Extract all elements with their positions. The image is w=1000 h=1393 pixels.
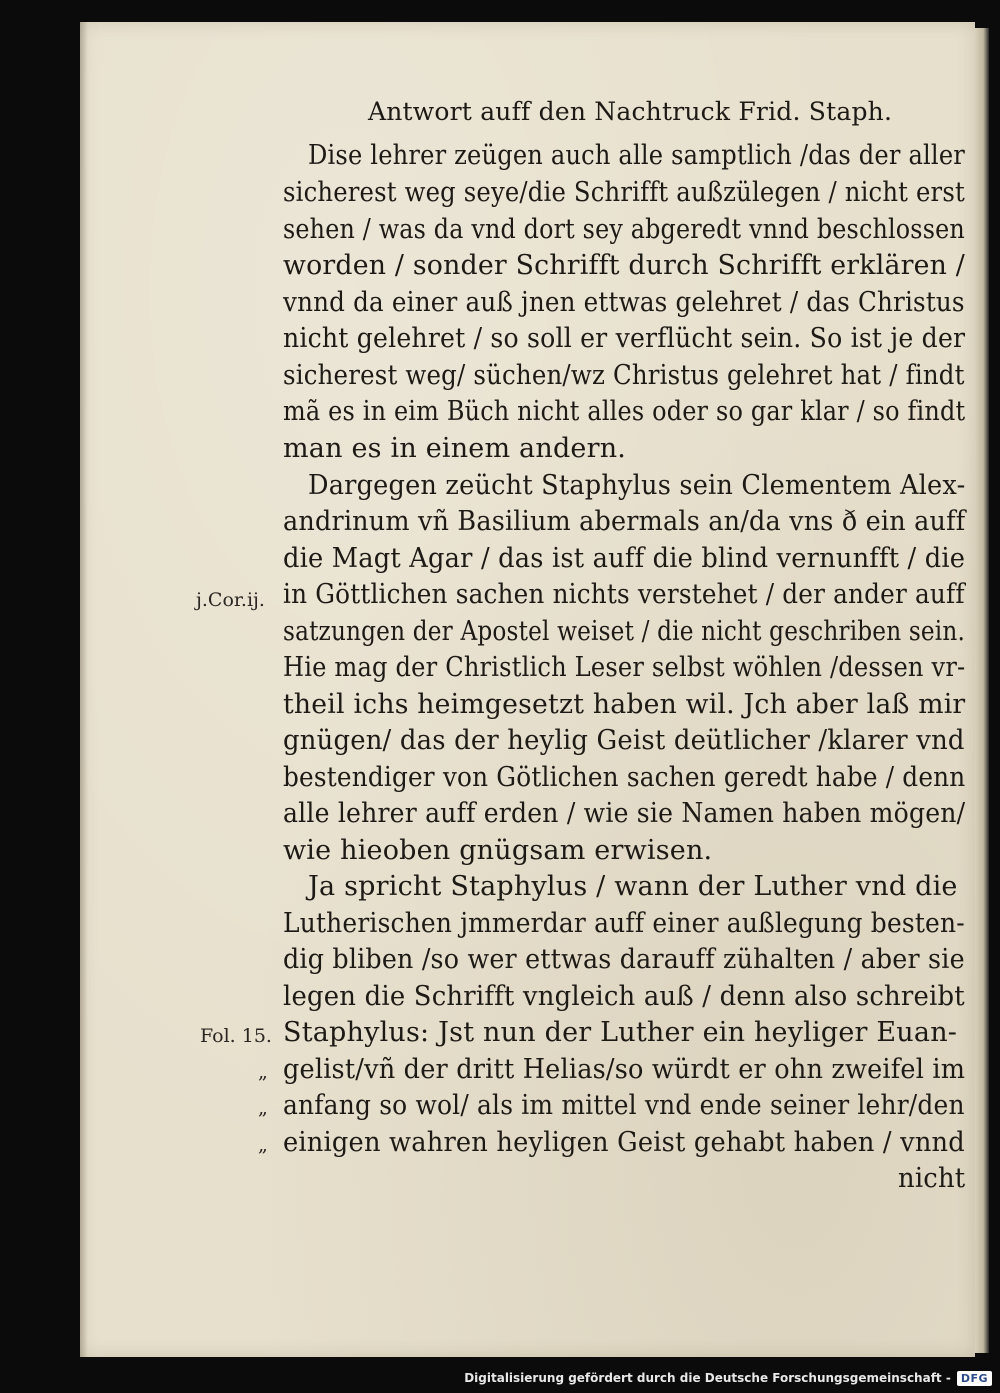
text-line: alle lehrer auff erden / wie sie Namen haben mögen/	[283, 798, 966, 829]
text-line: sicherest weg/ süchen/wz Christus gelehret hat / findt	[283, 360, 965, 391]
text-line: gelist/vñ der dritt Helias/so würdt er ohn zweifel im	[283, 1054, 966, 1085]
text-line: sehen / was da vnd dort sey abgeredt vnnd beschlossen	[283, 214, 965, 245]
text-line: Ja spricht Staphylus / wann der Luther vnd die	[308, 871, 958, 902]
text-line: nicht gelehret / so soll er verflücht sein. So ist je der	[283, 323, 966, 354]
text-line: satzungen der Apostel weiset / die nicht geschriben sein.	[283, 616, 966, 647]
text-line: in Göttlichen sachen nichts verstehet / der ander auff	[283, 579, 965, 610]
text-line: wie hieoben gnügsam erwisen.	[283, 835, 713, 866]
text-line: vnnd da einer auß jnen ettwas gelehret / das Christus	[283, 287, 965, 318]
catchword: nicht	[898, 1163, 966, 1194]
text-line: mã es in eim Büch nicht alles oder so gar klar / so findt	[283, 396, 966, 427]
margin-note-reference: j.Cor.ij.	[196, 589, 265, 611]
text-line: worden / sonder Schrifft durch Schrifft erklären /	[283, 250, 965, 281]
text-line: sicherest weg seye/die Schrifft außzülegen / nicht erst	[283, 177, 965, 208]
text-line: Dargegen zeücht Staphylus sein Clementem Alex-	[308, 470, 966, 501]
text-line: legen die Schrifft vngleich auß / denn also schreibt	[283, 981, 965, 1012]
text-line: gnügen/ das der heylig Geist deütlicher /klarer vnd	[283, 725, 965, 756]
dfg-logo: DFG	[957, 1371, 992, 1386]
text-line: man es in einem andern.	[283, 433, 627, 464]
credit-text: Digitalisierung gefördert durch die Deutsche Forschungsgemeinschaft -	[464, 1371, 951, 1385]
digitization-credit	[464, 1367, 992, 1389]
quote-mark: „	[258, 1134, 268, 1156]
text-line: andrinum vñ Basilium abermals an/da vns ð ein auff	[283, 506, 966, 537]
margin-note-folio: Fol. 15.	[200, 1025, 272, 1047]
text-line: Lutherischen jmmerdar auff einer außlegung besten-	[283, 908, 965, 939]
running-header: Antwort auff den Nachtruck Frid. Staph.	[368, 97, 893, 126]
text-line: bestendiger von Götlichen sachen geredt habe / denn	[283, 762, 966, 793]
text-line: dig bliben /so wer ettwas darauff zühalten / aber sie	[283, 944, 965, 975]
text-line: anfang so wol/ als im mittel vnd ende seiner lehr/den	[283, 1090, 965, 1121]
page-gutter-shadow	[80, 22, 88, 1357]
text-line: einigen wahren heyligen Geist gehabt haben / vnnd	[283, 1127, 965, 1158]
text-line: Dise lehrer zeügen auch alle samptlich /das der aller	[308, 140, 966, 171]
text-line: Staphylus: Jst nun der Luther ein heyliger Euan-	[283, 1017, 958, 1048]
quote-mark: „	[258, 1061, 268, 1083]
page-edge	[975, 28, 989, 1353]
quote-mark: „	[258, 1097, 268, 1119]
text-line: theil ichs heimgesetzt haben wil. Jch aber laß mir	[283, 689, 966, 720]
text-line: Hie mag der Christlich Leser selbst wöhlen /dessen vr-	[283, 652, 966, 683]
text-line: die Magt Agar / das ist auff die blind vernunfft / die	[283, 543, 966, 574]
